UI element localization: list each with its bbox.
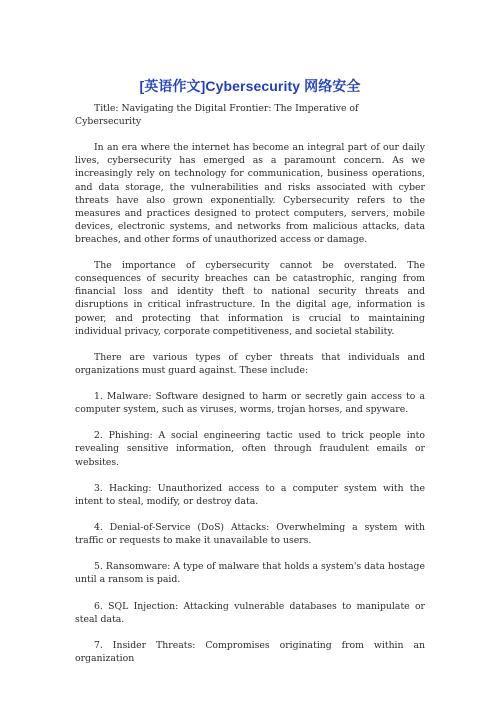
- paragraph-threat-types: There are various types of cyber threats that individuals and organizations must guard against. These include:: [75, 351, 425, 376]
- document-title: [英语作文]Cybersecurity 网络安全: [139, 78, 361, 94]
- document-body: [75, 102, 425, 678]
- list-item-dos: 4. Denial-of-Service (DoS) Attacks: Overwhelming a system with traffic or requests to make it unavailable to users.: [75, 522, 425, 547]
- list-item-phishing: 2. Phishing: A social engineering tactic used to trick people into revealing sensitive information, often through fraudulent emails or websites.: [75, 430, 425, 468]
- paragraph-importance: The importance of cybersecurity cannot be overstated. The consequences of security breaches can be catastrophic, ranging from financial loss and identity theft to national security threats and disruptions in critical infrastructure. In the digital age, information is power, and protecting that information is crucial to maintaining individual privacy, corporate competitiveness, and societal stability.: [75, 260, 425, 337]
- essay-subtitle: Title: Navigating the Digital Frontier: The Imperative of Cybersecurity: [75, 103, 359, 128]
- list-item-malware: 1. Malware: Software designed to harm or secretly gain access to a computer system, such as viruses, worms, trojan horses, and spyware.: [75, 391, 425, 416]
- list-item-insider-threats: 7. Insider Threats: Compromises originating from within an organization: [75, 639, 425, 664]
- list-item-sql-injection: 6. SQL Injection: Attacking vulnerable databases to manipulate or steal data.: [75, 600, 425, 625]
- list-item-hacking: 3. Hacking: Unauthorized access to a computer system with the intent to steal, modify, or destroy data.: [75, 482, 425, 507]
- paragraph-intro: In an era where the internet has become an integral part of our daily lives, cybersecurity has emerged as a paramount concern. As we increasingly rely on technology for communication, business operations, and data storage, the vulnerabilities and risks associated with cyber threats have also grown exponentially. Cybersecurity refers to the measures and practices designed to protect computers, servers, mobile devices, electronic systems, and networks from malicious attacks, data breaches, and other forms of unauthorized access or damage.: [75, 142, 425, 245]
- list-item-ransomware: 5. Ransomware: A type of malware that holds a system's data hostage until a ransom is paid.: [75, 561, 425, 586]
